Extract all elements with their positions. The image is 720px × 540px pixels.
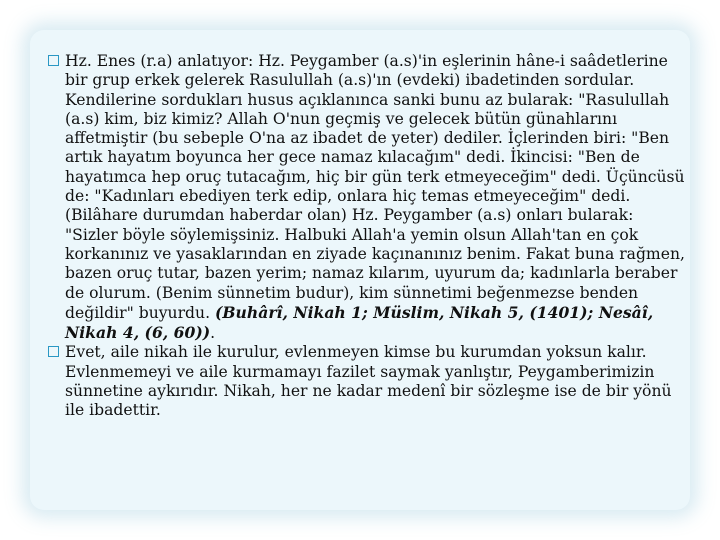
paragraph-hadith: [48, 52, 688, 343]
hadith-citation: (Buhârî, Nikah 1; Müslim, Nikah 5, (1401); Nesâî, Nikah 4, (6, 60)): [65, 302, 654, 343]
paragraph-commentary: [48, 343, 688, 420]
hadith-tail: .: [210, 324, 216, 343]
slide-content: [48, 52, 688, 421]
square-bullet-icon: [48, 346, 59, 357]
square-bullet-icon: [48, 55, 59, 66]
hadith-text: Hz. Enes (r.a) anlatıyor: Hz. Peygamber (a.s)'in eşlerinin hâne-i saâdetlerine bir grup erkek gelerek Rasulullah (a.s)'ın (evdeki) ibadetinden sordular. Kendilerine sordukları husus açıklanınca sanki bunu az bularak: "Rasulullah (a.s) kim, biz kimiz? Allah O'nun geçmiş ve gelecek bütün günahlarını affetmiştir (bu sebeple O'na az ibadet de yeter) dediler. İçlerinden biri: "Ben artık hayatım boyunca her gece namaz kılacağım" dedi. İkincisi: "Ben de hayatımca hep oruç tutacağım, hiç bir gün terk etmeyeceğim" dedi. Üçüncüsü de: "Kadınları ebediyen terk edip, onlara hiç temas etmeyeceğim" dedi. (Bilâhare durumdan haberdar olan) Hz. Peygamber (a.s) onları bularak: "Sizler böyle söylemişsiniz. Halbuki Allah'a yemin olsun Allah'tan en çok korkanınız ve yasaklarından en ziyade kaçınanınız benim. Fakat buna rağmen, bazen oruç tutar, bazen yerim; namaz kılarım, uyurum da; kadınlarla beraber de olurum. (Benim sünnetim budur), kim sünnetimi beğenmezse benden değildir" buyurdu.: [65, 52, 685, 322]
commentary-text: Evet, aile nikah ile kurulur, evlenmeyen kimse bu kurumdan yoksun kalır. Evlenmemeyi ve aile kurmamayı fazilet saymak yanlıştır, Peygamberimizin sünnetine aykırıdır. Nikah, her ne kadar medenî bir sözleşme ise de bir yönü ile ibadettir.: [65, 343, 672, 420]
